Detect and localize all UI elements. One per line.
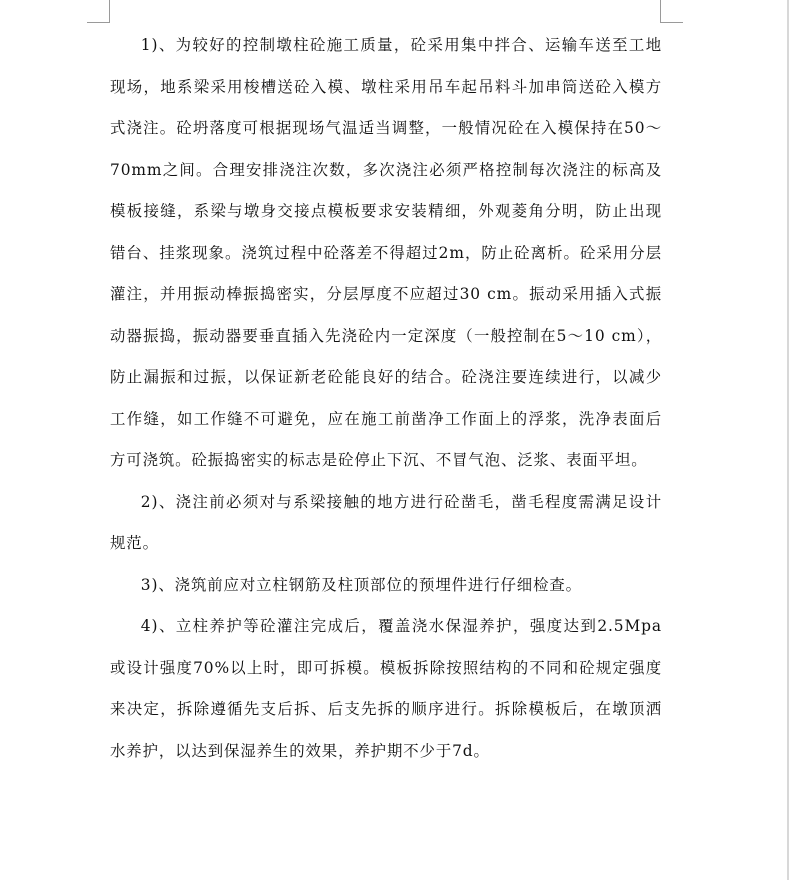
paragraph-3: 3)、浇筑前应对立柱钢筋及柱顶部位的预埋件进行仔细检查。: [140, 575, 582, 594]
paragraph-1: 1)、为较好的控制墩柱砼施工质量，砼采用集中拌合、运输车送至工地现场，地系梁采用梭槽送砼入模、墩柱采用吊车起吊料斗加串筒送砼入模方式浇注。砼坍落度可根据现场气温适当调整，一般情况砼在入模保持在50～70mm之间。合理安排浇注次数，多次浇注必须严格控制每次浇注的标高及模板接缝，系梁与墩身交接点模板要求安装精细，外观菱角分明，防止出现错台、挂浆现象。浇筑过程中砼落差不得超过2m，防止砼离析。砼采用分层灌注，并用振动棒振捣密实，分层厚度不应超过30 cm。振动采用插入式振动器振捣，振动器要垂直插入先浇砼内一定深度（一般控制在5～10 cm），防止漏振和过振，以保证新老砼能良好的结合。砼浇注要连续进行，以减少工作缝，如工作缝不可避免，应在施工前凿净工作面上的浮浆，洗净表面后方可浇筑。砼振捣密实的标志是砼停止下沉、不冒气泡、泛浆、表面平坦。: [110, 36, 662, 469]
document-body: [110, 25, 662, 772]
top-left-margin-mark: [87, 0, 110, 23]
paragraph-2: 2)、浇注前必须对与系梁接触的地方进行砼凿毛，凿毛程度需满足设计规范。: [110, 492, 662, 552]
paragraph-4: 4)、立柱养护等砼灌注完成后，覆盖浇水保湿养护，强度达到2.5Mpa或设计强度70%以上时，即可拆模。模板拆除按照结构的不同和砼规定强度来决定，拆除遵循先支后拆、后支先拆的顺序进行。拆除模板后，在墩顶洒水养护，以达到保湿养生的效果，养护期不少于7d。: [110, 617, 662, 760]
top-right-margin-mark: [660, 0, 683, 23]
